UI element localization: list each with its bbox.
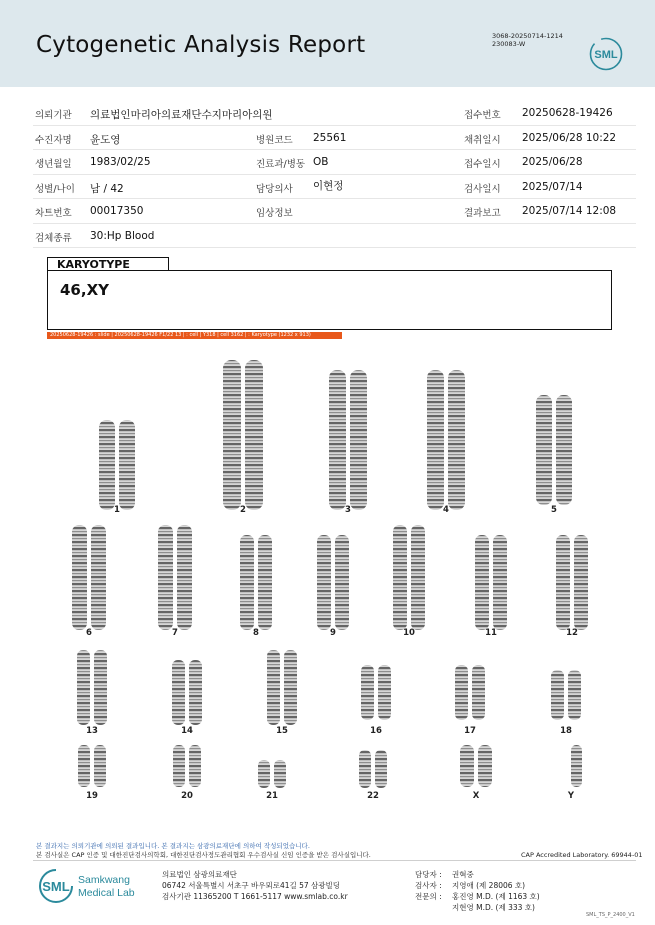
staff-manager-label: 담당자 : [415, 870, 442, 879]
sml-logo-icon [589, 37, 623, 71]
chromosome-label-18: 18 [560, 726, 572, 736]
chromosome-18-1 [551, 670, 564, 720]
chromosome-20-1 [173, 745, 185, 787]
chromosome-13-2 [94, 650, 107, 725]
chromosome-1-1 [99, 420, 115, 510]
staff-tester-label: 검사자 : [415, 881, 442, 890]
report-date-label: 결과보고 [464, 208, 501, 219]
requesting-institution-label: 의뢰기관 [35, 110, 72, 121]
chromosome-10-2 [411, 525, 425, 630]
clinical-info-label: 임상정보 [256, 208, 293, 219]
footer-note-1: 본 결과지는 의뢰기관에 의뢰된 결과입니다. 본 결과지는 삼광의료재단에 의하여 작성되었습니다. [36, 842, 310, 850]
cap-accreditation: CAP Accredited Laboratory. 69944-01 [521, 851, 643, 859]
chromosome-pair-21 [258, 760, 286, 801]
chromosome-label-x: X [472, 791, 480, 801]
chromosome-12-2 [574, 535, 588, 630]
chromosome-label-13: 13 [86, 726, 98, 736]
chromosome-label-22: 22 [367, 791, 379, 801]
info-row-2 [33, 126, 636, 151]
footer-logo-text: SML [42, 879, 70, 894]
info-row-1 [33, 101, 636, 126]
footer-staff [415, 869, 540, 913]
chromosome-22-1 [359, 750, 371, 788]
patient-name-label: 수진자명 [35, 134, 72, 146]
org-address: 06742 서울특별시 서초구 바우뫼로41길 57 삼광빌딩 [162, 881, 341, 890]
chromosome-17-2 [472, 665, 485, 720]
chromosome-label-19: 19 [86, 791, 98, 801]
chromosome-x-1 [460, 745, 474, 787]
staff-manager: 권혁중 [452, 870, 474, 879]
receipt-date-value: 2025/06/28 [522, 156, 583, 168]
doctor-label: 담당의사 [256, 183, 293, 195]
chromosome-label-8: 8 [253, 628, 259, 638]
patient-info-table [33, 101, 636, 248]
chromosome-18-2 [568, 670, 581, 720]
chromosome-pair-6 [72, 525, 106, 638]
chromosome-pair-17 [455, 665, 485, 736]
chromosome-13-1 [77, 650, 90, 725]
info-row-5 [33, 199, 636, 224]
chromosome-label-y: Y [567, 791, 575, 801]
chromosome-label-20: 20 [181, 791, 193, 801]
chromosome-label-16: 16 [370, 726, 382, 736]
sex-age-value: 남 / 42 [90, 182, 124, 195]
test-date-value: 2025/07/14 [522, 180, 583, 193]
hospital-code-label: 병원코드 [256, 134, 293, 146]
chromosome-19-1 [78, 745, 90, 787]
chromosome-label-9: 9 [330, 628, 336, 638]
chromosome-12-1 [556, 535, 570, 630]
chromosome-16-1 [361, 665, 374, 720]
department-value: OB [313, 156, 329, 168]
chromosome-label-17: 17 [464, 726, 476, 736]
chromosome-10-1 [393, 525, 407, 630]
chromosome-15-1 [267, 650, 280, 725]
chromosome-label-11: 11 [485, 628, 497, 638]
company-name-line1: Samkwang [78, 874, 130, 886]
staff-specialist-1: 홍진영 M.D. (제 1163 호) [452, 892, 540, 901]
chromosome-label-12: 12 [566, 628, 578, 638]
chromosome-pair-20 [173, 745, 201, 801]
chromosome-1-2 [119, 420, 135, 510]
footer-divider [33, 860, 636, 861]
chromosome-label-10: 10 [403, 628, 415, 638]
info-row-3 [33, 150, 636, 175]
chromosome-pair-8 [240, 535, 272, 638]
chromosome-pair-12 [556, 535, 588, 638]
hospital-code-value: 25561 [313, 131, 347, 144]
chromosome-x-2 [478, 745, 492, 787]
chromosome-8-1 [240, 535, 254, 630]
org-contact: 검사기관 11365200 T 1661-5117 www.smlab.co.kr [162, 892, 348, 901]
birth-date-label: 생년월일 [35, 159, 72, 170]
report-title: Cytogenetic Analysis Report [36, 32, 366, 58]
chromosome-9-2 [335, 535, 349, 630]
sml-logo-text: SML [594, 49, 618, 61]
chromosome-21-2 [274, 760, 286, 788]
chromosome-pair-14 [172, 660, 202, 736]
staff-specialist-label: 전문의 : [415, 892, 442, 901]
staff-tester: 지영애 (제 28006 호) [452, 881, 526, 890]
chromosome-label-15: 15 [276, 726, 288, 736]
footer-org-info [162, 869, 348, 902]
chromosome-22-2 [375, 750, 387, 788]
chromosome-pair-19 [78, 745, 106, 801]
staff-specialist-2: 지현영 M.D. (제 333 호) [452, 903, 535, 912]
chromosome-5-1 [536, 395, 552, 505]
sex-age-label: 성별/나이 [35, 183, 75, 195]
info-row-4 [33, 175, 636, 200]
chromosome-pair-y [567, 745, 582, 801]
chromosome-pair-x [460, 745, 492, 801]
chromosome-3-1 [329, 370, 346, 510]
chromosome-14-2 [189, 660, 202, 725]
chromosome-label-6: 6 [86, 628, 92, 638]
chromosome-5-2 [556, 395, 572, 505]
report-header [0, 0, 655, 87]
collection-date-value: 2025/06/28 10:22 [522, 131, 617, 144]
chromosome-pair-10 [393, 525, 425, 638]
document-id-line2: 230083-W [492, 40, 526, 48]
chromosome-pair-4 [427, 370, 465, 515]
receipt-date-label: 접수일시 [464, 159, 501, 170]
chromosome-pair-18 [551, 670, 581, 736]
document-id [492, 32, 563, 48]
chromosome-pair-5 [536, 395, 572, 515]
karyotype-box [47, 270, 612, 330]
chromosome-15-2 [284, 650, 297, 725]
chromosome-16-2 [378, 665, 391, 720]
chromosome-label-21: 21 [266, 791, 278, 801]
karyotype-label: KARYOTYPE [47, 257, 169, 271]
chromosome-label-1: 1 [114, 505, 120, 515]
birth-date-value: 1983/02/25 [90, 156, 151, 168]
chromosome-label-5: 5 [551, 505, 557, 515]
doctor-value: 이현정 [313, 179, 344, 192]
chromosome-8-2 [258, 535, 272, 630]
specimen-label: 검체종류 [35, 232, 72, 244]
chromosome-9-1 [317, 535, 331, 630]
collection-date-label: 채취일시 [464, 134, 501, 146]
chromosome-pair-11 [475, 535, 507, 638]
chromosome-7-1 [158, 525, 173, 630]
chromosome-pair-3 [329, 370, 367, 515]
chromosome-pair-1 [99, 420, 135, 515]
chromosome-3-2 [350, 370, 367, 510]
chromosome-pair-13 [77, 650, 107, 736]
chromosome-2-1 [223, 360, 241, 510]
chromosome-pair-16 [361, 665, 391, 736]
chromosome-label-14: 14 [181, 726, 193, 736]
chromosome-pair-15 [267, 650, 297, 736]
report-date-value: 2025/07/14 12:08 [522, 205, 617, 217]
document-id-line1: 3068-20250714-1214 [492, 32, 563, 40]
chromosome-label-4: 4 [443, 505, 449, 515]
chromosome-21-1 [258, 760, 270, 788]
chromosome-6-1 [72, 525, 87, 630]
reception-no-label: 접수번호 [464, 110, 501, 121]
karyogram-image [40, 345, 625, 805]
chromosome-6-2 [91, 525, 106, 630]
chromosome-4-2 [448, 370, 465, 510]
form-id: SML_TS_P_2400_V1 [586, 912, 635, 918]
requesting-institution-value: 의료법인마리아의료재단수지마리아의원 [90, 109, 273, 121]
footer-note-2: 본 검사실은 CAP 인증 및 대한진단검사의학회, 대한진단검사정도관리협회 우수검사실 신임 인증을 받은 검사실입니다. [36, 851, 371, 859]
chromosome-17-1 [455, 665, 468, 720]
chromosome-11-2 [493, 535, 507, 630]
department-label: 진료과/병동 [256, 159, 306, 170]
chromosome-20-2 [189, 745, 201, 787]
karyotype-result: 46,XY [60, 281, 109, 299]
chromosome-19-2 [94, 745, 106, 787]
patient-name-value: 윤도영 [90, 133, 121, 146]
chromosome-pair-7 [158, 525, 192, 638]
chromosome-label-2: 2 [240, 505, 246, 515]
chromosome-11-1 [475, 535, 489, 630]
chromosome-label-7: 7 [172, 628, 178, 638]
samkwang-logo-icon [36, 866, 146, 906]
chromosome-2-2 [245, 360, 263, 510]
chromosome-pair-22 [359, 750, 387, 801]
chromosome-y-1 [571, 745, 582, 787]
specimen-value: 30:Hp Blood [90, 229, 155, 242]
chromosome-14-1 [172, 660, 185, 725]
test-date-label: 검사일시 [464, 183, 501, 195]
chromosome-pair-2 [223, 360, 263, 515]
org-name: 의료법인 삼광의료재단 [162, 870, 237, 879]
company-name-line2: Medical Lab [78, 887, 135, 899]
karyotype-image-caption: 20250628-19426 : slide | 20250628-19426 F1/22 13 | : cell | Y318 | cell 3162 | : Karyotype (1232 x 913) [47, 332, 342, 339]
chart-no-label: 차트번호 [35, 208, 72, 219]
chromosome-4-1 [427, 370, 444, 510]
chromosome-pair-9 [317, 535, 349, 638]
chart-no-value: 00017350 [90, 205, 144, 217]
info-row-6 [33, 224, 636, 249]
chromosome-label-3: 3 [345, 505, 351, 515]
chromosome-7-2 [177, 525, 192, 630]
reception-no-value: 20250628-19426 [522, 107, 613, 119]
footer-logo [36, 866, 146, 910]
